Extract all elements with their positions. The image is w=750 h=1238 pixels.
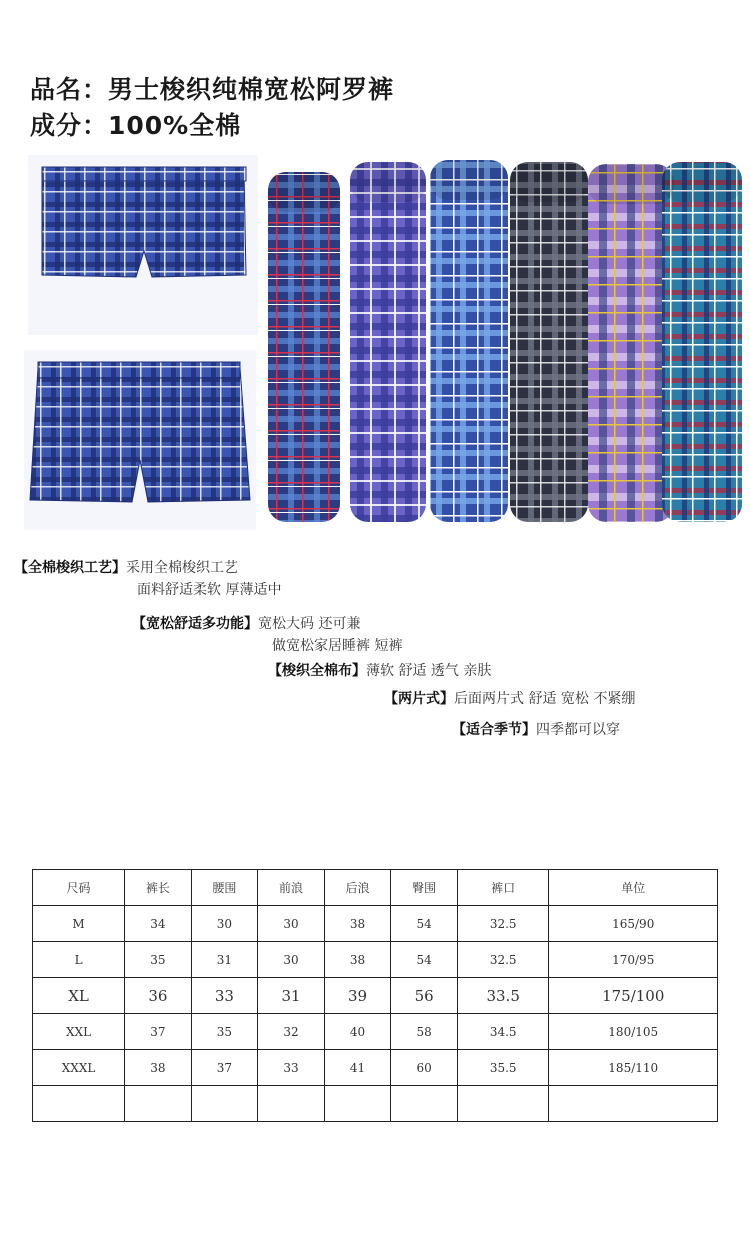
feature-tag: 【适合季节】 [452, 722, 536, 738]
feature-text: 四季都可以穿 [536, 722, 620, 738]
feature-season [452, 719, 620, 741]
table-cell: 185/110 [549, 1050, 718, 1086]
shorts-front-photo [28, 155, 260, 335]
table-cell: XXL [33, 1014, 125, 1050]
size-table [32, 869, 718, 1122]
feature-tag: 【全棉梭织工艺】 [14, 560, 126, 576]
table-cell: 34.5 [457, 1014, 549, 1050]
table-row [33, 906, 718, 942]
table-cell: 35 [191, 1014, 258, 1050]
table-cell: L [33, 942, 125, 978]
table-cell: 30 [191, 906, 258, 942]
table-cell: 32 [258, 1014, 325, 1050]
product-material: 成分：100%全棉 [30, 111, 242, 140]
table-cell: 170/95 [549, 942, 718, 978]
feature-tag: 【梭织全棉布】 [268, 663, 366, 679]
feature-text: 薄软 舒适 透气 亲肤 [366, 663, 492, 679]
header-cell: 尺码 [33, 870, 125, 906]
table-cell: 58 [391, 1014, 458, 1050]
table-cell: M [33, 906, 125, 942]
feature-cotton-cloth [268, 660, 491, 682]
table-cell: 32.5 [457, 906, 549, 942]
table-cell: 38 [324, 942, 391, 978]
table-row [33, 942, 718, 978]
table-cell: 30 [258, 906, 325, 942]
table-cell: 39 [324, 978, 391, 1014]
feature-text: 宽松大码 还可兼 [258, 616, 361, 632]
table-cell: 31 [258, 978, 325, 1014]
feature-two-piece [384, 688, 635, 710]
feature-tag: 【两片式】 [384, 691, 454, 707]
table-cell: 34 [125, 906, 192, 942]
table-cell [391, 1086, 458, 1122]
table-cell: XXXL [33, 1050, 125, 1086]
table-header-row [33, 870, 718, 906]
table-cell: 38 [125, 1050, 192, 1086]
table-cell: 33 [191, 978, 258, 1014]
table-cell: 54 [391, 942, 458, 978]
feature-text: 面料舒适柔软 厚薄适中 [137, 582, 282, 598]
table-cell [258, 1086, 325, 1122]
table-row [33, 1014, 718, 1050]
table-cell: 41 [324, 1050, 391, 1086]
table-cell: 32.5 [457, 942, 549, 978]
table-row [33, 1086, 718, 1122]
table-cell: 31 [191, 942, 258, 978]
table-cell: 30 [258, 942, 325, 978]
table-cell [191, 1086, 258, 1122]
header-cell: 裤口 [457, 870, 549, 906]
table-row [33, 1050, 718, 1086]
table-cell: 33 [258, 1050, 325, 1086]
product-name: 品名：男士梭织纯棉宽松阿罗裤 [30, 75, 395, 104]
header-cell: 腰围 [191, 870, 258, 906]
table-cell [33, 1086, 125, 1122]
feature-text: 后面两片式 舒适 宽松 不紧绷 [454, 691, 636, 707]
table-cell: 37 [191, 1050, 258, 1086]
feature-loose-comfort [132, 613, 402, 657]
table-cell: 54 [391, 906, 458, 942]
table-cell: 37 [125, 1014, 192, 1050]
table-cell: 40 [324, 1014, 391, 1050]
shorts-back-photo [24, 350, 256, 530]
table-cell: 38 [324, 906, 391, 942]
table-cell [457, 1086, 549, 1122]
feature-text: 做宽松家居睡裤 短裤 [272, 638, 403, 654]
table-cell: 180/105 [549, 1014, 718, 1050]
table-cell: 175/100 [549, 978, 718, 1014]
header-cell: 裤长 [125, 870, 192, 906]
header-cell: 单位 [549, 870, 718, 906]
table-cell: XL [33, 978, 125, 1014]
feature-text: 采用全棉梭织工艺 [126, 560, 238, 576]
table-cell: 165/90 [549, 906, 718, 942]
table-cell: 33.5 [457, 978, 549, 1014]
table-cell: 35.5 [457, 1050, 549, 1086]
table-cell: 60 [391, 1050, 458, 1086]
header-cell: 臀围 [391, 870, 458, 906]
table-row [33, 978, 718, 1014]
feature-tag: 【宽松舒适多功能】 [132, 616, 258, 632]
table-cell [549, 1086, 718, 1122]
table-cell [324, 1086, 391, 1122]
header-cell: 后浪 [324, 870, 391, 906]
table-cell: 35 [125, 942, 192, 978]
table-cell: 56 [391, 978, 458, 1014]
header-cell: 前浪 [258, 870, 325, 906]
folded-shorts-photo [258, 152, 748, 542]
feature-cotton-weave [14, 557, 281, 601]
table-cell: 36 [125, 978, 192, 1014]
table-cell [125, 1086, 192, 1122]
